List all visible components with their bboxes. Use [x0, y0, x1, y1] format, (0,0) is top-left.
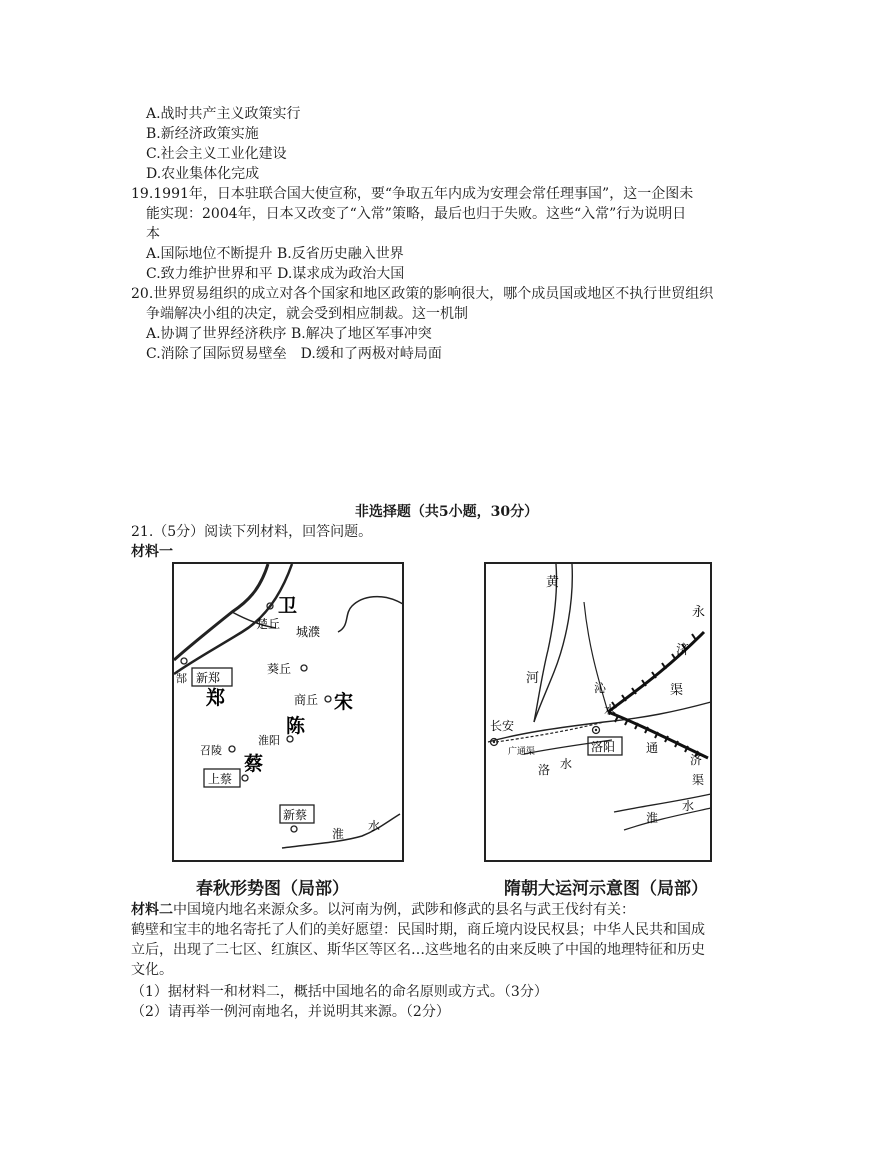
q20-stem-line-1: 20.世界贸易组织的成立对各个国家和地区政策的影响很大，哪个成员国或地区不执行世贸组织: [131, 286, 714, 302]
q20-options-ab: A.协调了世界经济秩序 B.解决了地区军事冲突: [146, 326, 432, 342]
q18-option-d: D.农业集体化完成: [146, 166, 260, 182]
q19-stem-line-3: 本: [146, 226, 160, 242]
label-changan: 长安: [490, 719, 515, 733]
section-heading: 非选择题（共5小题，30分）: [354, 504, 539, 520]
label-shui-2: 水: [560, 757, 573, 771]
label-shaoling: 召陵: [200, 744, 222, 757]
label-wei: 卫: [278, 595, 298, 617]
q19-stem-line-1: 19.1991年，日本驻联合国大使宣称，要“争取五年内成为安理会常任理事国”，这一企图未: [131, 186, 694, 202]
grand-canal-map: [484, 562, 712, 862]
label-tong: 通: [646, 741, 659, 755]
q21-stem: 21.（5分）阅读下列材料，回答问题。: [131, 524, 373, 540]
q18-option-a: A.战时共产主义政策实行: [146, 106, 301, 122]
label-shangqiu: 商丘: [294, 693, 319, 707]
q18-option-b: B.新经济政策实施: [146, 126, 259, 142]
material-2-text-1: 中国境内地名来源众多。以河南为例，武陟和修武的县名与武王伐纣有关：: [173, 902, 635, 918]
material-2-label: 材料二: [131, 902, 173, 918]
label-chengpu: 城濮: [296, 625, 321, 639]
material-2-line-2: 鹤壁和宝丰的地名寄托了人们的美好愿望：民国时期，商丘境内设民权县；中华人民共和国成: [131, 922, 705, 938]
material-2-line-1: [131, 900, 635, 920]
label-zheng: 郑: [206, 687, 226, 709]
label-huai-2: 淮: [646, 811, 659, 825]
label-qu-1: 渠: [670, 683, 684, 698]
label-luo: 洛: [538, 763, 551, 777]
label-yong: 永: [692, 605, 706, 620]
label-shui: 水: [368, 819, 381, 833]
label-qin: 沁: [594, 681, 607, 695]
q19-options-cd: C.致力维护世界和平 D.谋求成为政治大国: [146, 266, 405, 282]
map-2-caption: 隋朝大运河示意图（局部）: [504, 879, 708, 899]
label-chen: 陈: [286, 715, 306, 737]
q19-options-ab: A.国际地位不断提升 B.反省历史融入世界: [146, 246, 404, 262]
label-shui-1: 水: [604, 703, 617, 717]
material-2-line-4: 文化。: [131, 962, 173, 978]
label-he: 河: [526, 671, 540, 686]
q20-options-cd: C.消除了国际贸易壁垒 D.缓和了两极对峙局面: [146, 346, 442, 362]
label-xincai: 新蔡: [283, 808, 308, 822]
label-shangcai: 上蔡: [208, 772, 233, 786]
label-guangtongqu: 广通渠: [508, 747, 536, 757]
label-gao: 郜: [176, 672, 187, 685]
label-chuqiu: 楚丘: [256, 617, 281, 631]
label-qu-2: 渠: [692, 773, 705, 787]
material-2-line-3: 立后，出现了二七区、红旗区、斯华区等区名…这些地名的由来反映了中国的地理特征和历史: [131, 942, 705, 958]
material-1-label: 材料一: [131, 544, 173, 560]
label-huaiyang: 淮阳: [258, 734, 280, 747]
label-ji-2: 济: [690, 753, 703, 767]
spring-autumn-map: [172, 562, 404, 862]
q21-subquestion-2: （2）请再举一例河南地名，并说明其来源。（2分）: [131, 1004, 450, 1020]
q18-option-c: C.社会主义工业化建设: [146, 146, 287, 162]
q19-stem-line-2: 能实现：2004年，日本又改变了“入常”策略，最后也归于失败。这些“入常”行为说明日: [146, 206, 687, 222]
label-luoyang: 洛阳: [591, 740, 616, 754]
q20-stem-line-2: 争端解决小组的决定，就会受到相应制裁。这一机制: [146, 306, 468, 322]
label-huang: 黄: [546, 575, 560, 590]
label-ji-1: 济: [676, 643, 690, 658]
map-1-caption: 春秋形势图（局部）: [196, 879, 349, 899]
label-huai: 淮: [332, 827, 345, 841]
label-cai: 蔡: [244, 753, 264, 775]
q21-subquestion-1: （1）据材料一和材料二，概括中国地名的命名原则或方式。（3分）: [131, 984, 548, 1000]
label-shui-3: 水: [682, 799, 695, 813]
label-xinzheng: 新郑: [196, 671, 221, 685]
label-song: 宋: [334, 691, 354, 713]
label-kuiqiu: 葵丘: [267, 662, 292, 676]
